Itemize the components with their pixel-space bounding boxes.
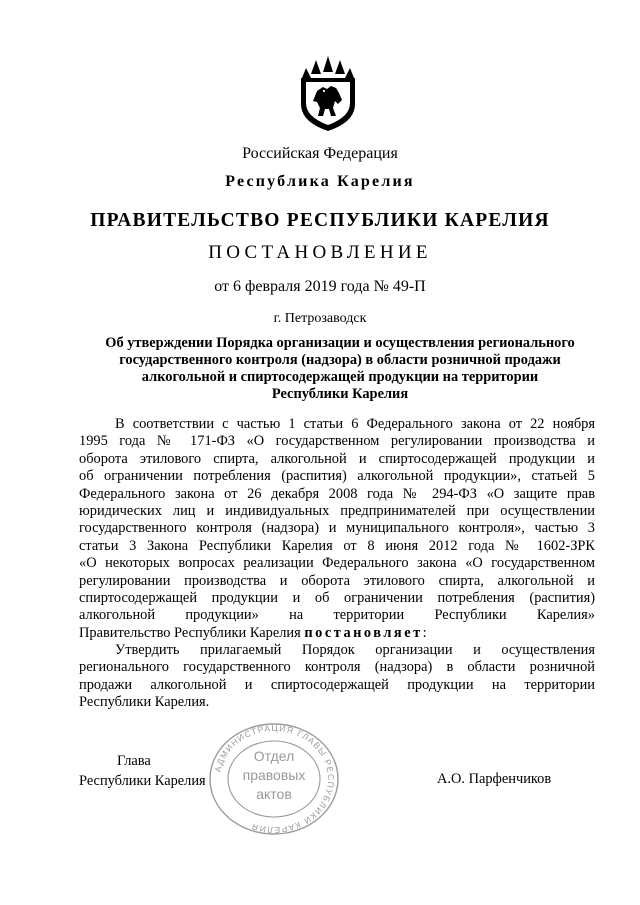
body-line: продажи алкогольной и спиртосодержащей продукции на территории	[79, 676, 595, 693]
legal-department-stamp	[206, 722, 342, 836]
title-line: Республики Карелия	[271, 386, 409, 402]
body-line: «О некоторых вопросах реализации Федерального закона «О государственном	[79, 555, 595, 572]
document-body	[79, 416, 595, 712]
body-line: юридических лиц и индивидуальных предпринимателей при осуществлении	[79, 502, 595, 519]
stamp-line2: правовых	[242, 767, 306, 783]
title-line: алкогольной и спиртосодержащей продукции на территории	[141, 369, 539, 385]
government-name: ПРАВИТЕЛЬСТВО РЕСПУБЛИКИ КАРЕЛИЯ	[90, 210, 550, 231]
signer-position-line1: Глава	[117, 753, 151, 769]
title-line: государственного контроля (надзора) в области розничной продажи	[119, 352, 561, 368]
signer-name: А.О. Парфенчиков	[437, 771, 552, 787]
republic-name: Республика Карелия	[225, 173, 415, 190]
title-line: Об утверждении Порядка организации и осуществления регионального	[105, 335, 575, 351]
body-line: Республики Карелия.	[79, 694, 210, 711]
body-line: оборота этилового спирта, алкогольной и спиртосодержащей продукции и	[79, 450, 595, 467]
signer-position	[79, 751, 206, 791]
body-line: В соответствии с частью 1 статьи 6 Федерального закона от 22 ноября	[115, 416, 595, 432]
document-date-number: от 6 февраля 2019 года № 49-П	[214, 278, 426, 295]
body-line: Утвердить прилагаемый Порядок организации и осуществления	[115, 642, 595, 659]
country-name: Российская Федерация	[242, 145, 398, 162]
document-title	[60, 335, 620, 403]
body-line: регулировании производства и оборота этилового спирта, алкогольной и	[79, 572, 595, 589]
stamp-line1: Отдел	[253, 748, 295, 764]
decision-suffix: :	[422, 624, 427, 641]
stamp-line3: актов	[256, 786, 292, 802]
stamp-ring-text: АДМИНИСТРАЦИЯ ГЛАВЫ РЕСПУБЛИКИ КАРЕЛИЯ	[212, 722, 337, 836]
decision-keyword: постановляет	[304, 624, 423, 641]
body-line: алкогольной продукции» на территории Республики Карелия»	[79, 607, 595, 624]
body-line: 1995 года № 171-ФЗ «О государственном регулировании производства и	[79, 433, 595, 450]
signer-position-line2: Республики Карелия	[79, 773, 206, 789]
body-line: статьи 3 Закона Республики Карелия от 8 июня 2012 года № 1602-ЗРК	[79, 537, 595, 554]
body-line-decision	[79, 625, 595, 642]
body-line: спиртосодержащей продукции и об ограничении потребления (распития)	[79, 589, 595, 606]
document-city: г. Петрозаводск	[273, 311, 367, 326]
body-line: государственного контроля (надзора) и муниципального контроля», частью 3	[79, 520, 595, 537]
karelia-coat-of-arms-icon	[298, 56, 358, 132]
body-line: Федерального закона от 26 декабря 2008 года № 294-ФЗ «О защите прав	[79, 485, 595, 502]
decision-prefix: Правительство Республики Карелия	[79, 624, 305, 641]
body-line: регионального государственного контроля (надзора) в области розничной	[79, 659, 595, 676]
body-line: об ограничении потребления (распития) алкогольной продукции», статьей 5	[79, 468, 595, 485]
document-type: ПОСТАНОВЛЕНИЕ	[208, 242, 432, 263]
